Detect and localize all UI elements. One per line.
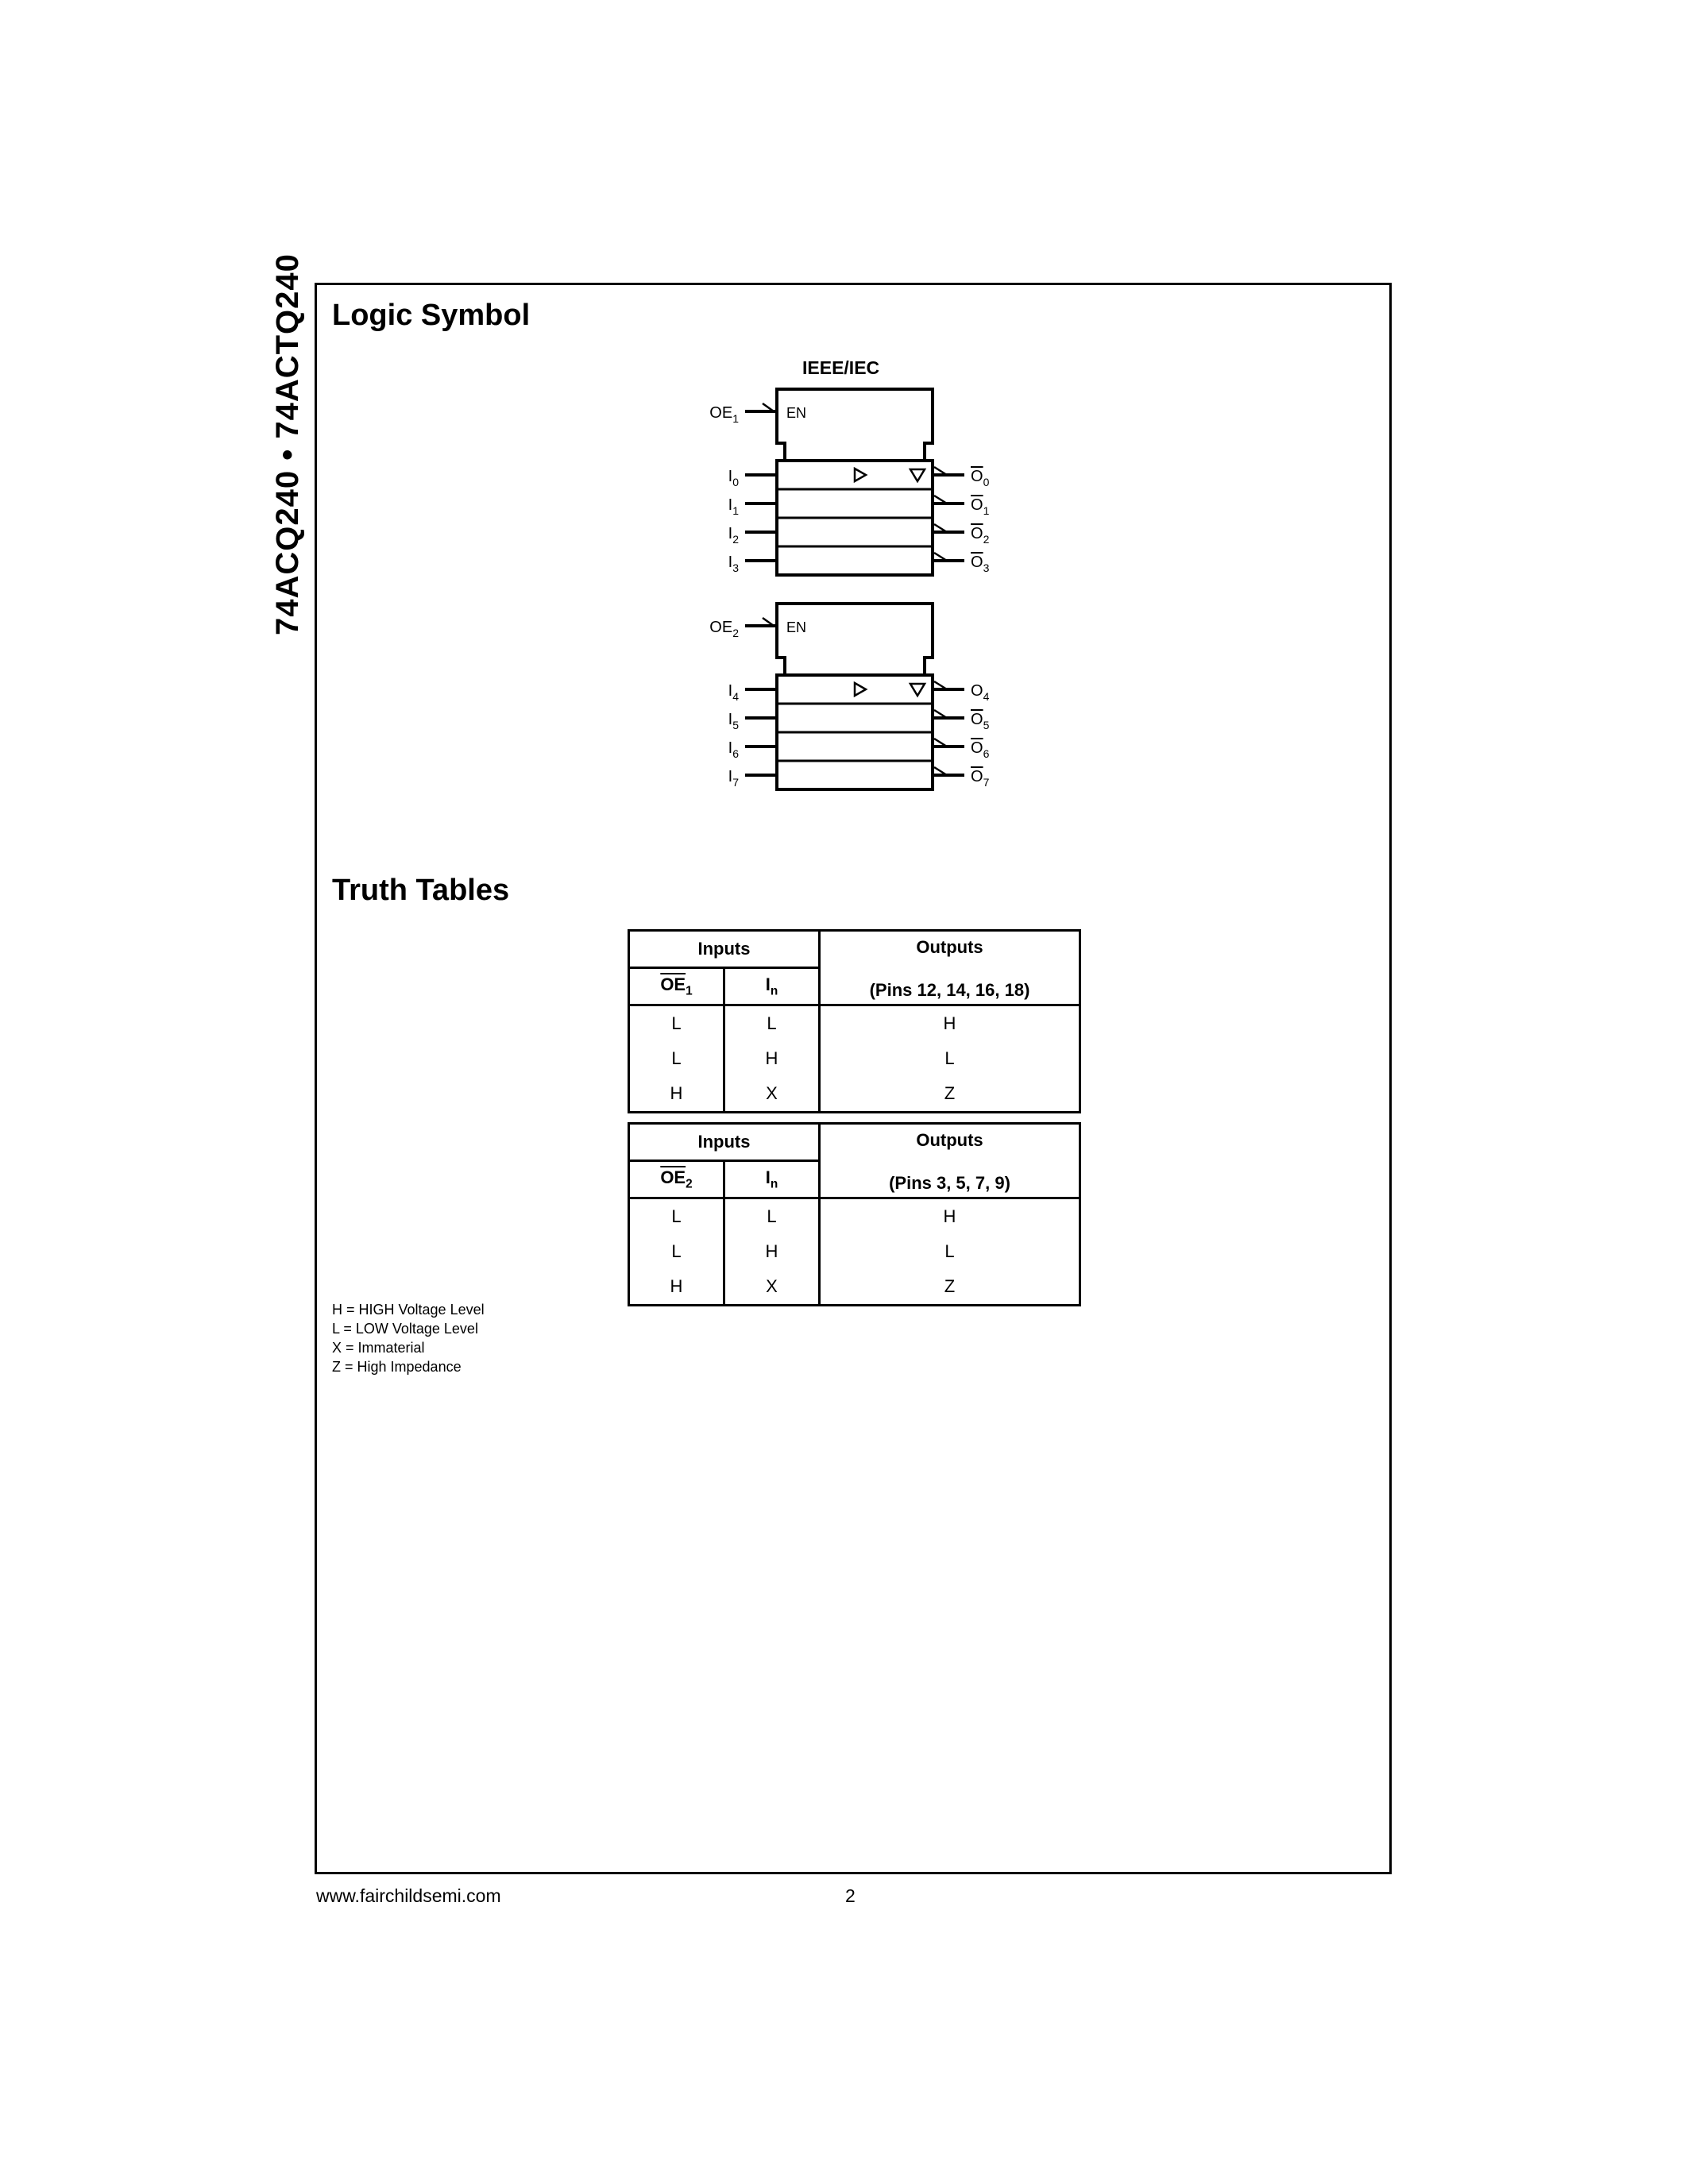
buffer-block-2 xyxy=(709,604,989,789)
outputs-header: Outputs xyxy=(916,936,983,957)
output-value: Z xyxy=(820,1269,1080,1306)
en-label: EN xyxy=(786,405,807,421)
inputs-header: Inputs xyxy=(629,1124,820,1161)
logic-symbol-heading: Logic Symbol xyxy=(332,299,531,332)
control-block xyxy=(777,389,933,461)
input-label: $I_3$ xyxy=(728,554,739,574)
output-label: $O_6$ xyxy=(971,739,990,760)
buffer-symbol xyxy=(855,469,866,481)
in-label: I xyxy=(765,1167,771,1187)
output-label: $O_5$ xyxy=(971,711,990,731)
pins-label: (Pins 12, 14, 16, 18) xyxy=(869,979,1030,1000)
outputs-header-cell xyxy=(820,1124,1080,1198)
three-state-symbol xyxy=(910,469,925,481)
ieee-iec-label: IEEE/IEC xyxy=(802,357,880,378)
truth-table-2 xyxy=(628,1122,1081,1306)
in-sub: n xyxy=(770,1177,778,1191)
in-column-header xyxy=(724,1161,820,1198)
input-label: $I_0$ xyxy=(728,468,739,488)
footer-url[interactable]: www.fairchildsemi.com xyxy=(316,1885,501,1906)
oe-sub: 2 xyxy=(686,1177,693,1191)
pins-label: (Pins 3, 5, 7, 9) xyxy=(889,1172,1010,1193)
in-value: L xyxy=(724,1005,820,1042)
oe-label: $\overline{OE}$ xyxy=(660,1167,686,1187)
oe-sub: 1 xyxy=(686,984,693,998)
in-value: H xyxy=(724,1234,820,1269)
in-sub: n xyxy=(770,984,778,998)
side-title: 74ACQ240 • 74ACTQ240 xyxy=(270,253,305,635)
output-value: L xyxy=(820,1234,1080,1269)
in-value: L xyxy=(724,1198,820,1235)
output-value: L xyxy=(820,1041,1080,1076)
output-label: $O_3$ xyxy=(971,554,990,574)
output-label: $O_7$ xyxy=(971,768,990,789)
input-label: $I_2$ xyxy=(728,525,739,546)
three-state-symbol xyxy=(910,684,925,696)
control-block xyxy=(777,604,933,675)
enable-label: $OE_2$ xyxy=(709,619,739,639)
oe-column-header xyxy=(629,968,724,1005)
in-value: X xyxy=(724,1269,820,1306)
output-label: $O_2$ xyxy=(971,525,990,546)
output-value: Z xyxy=(820,1076,1080,1113)
inputs-header: Inputs xyxy=(629,931,820,968)
in-label: I xyxy=(765,974,771,994)
outputs-header-cell xyxy=(820,931,1080,1005)
table-row xyxy=(629,1234,1080,1269)
in-value: H xyxy=(724,1041,820,1076)
oe-label: $\overline{OE}$ xyxy=(660,974,686,994)
table-row xyxy=(629,1005,1080,1042)
table-row xyxy=(629,1076,1080,1113)
outputs-header: Outputs xyxy=(916,1129,983,1150)
oe-column-header xyxy=(629,1161,724,1198)
enable-label: $OE_1$ xyxy=(709,404,739,425)
oe-value: L xyxy=(629,1005,724,1042)
input-label: $I_6$ xyxy=(728,739,739,760)
in-value: X xyxy=(724,1076,820,1113)
oe-value: H xyxy=(629,1076,724,1113)
buffer-block-1 xyxy=(709,389,989,575)
output-label: $O_0$ xyxy=(971,468,990,488)
legend xyxy=(332,1300,485,1376)
legend-item: Z = High Impedance xyxy=(332,1359,462,1375)
truth-tables-heading: Truth Tables xyxy=(332,874,510,907)
buffer-symbol xyxy=(855,683,866,696)
input-label: $I_7$ xyxy=(728,768,739,789)
oe-value: L xyxy=(629,1234,724,1269)
en-label: EN xyxy=(786,619,807,635)
truth-table-1 xyxy=(628,929,1081,1113)
legend-item: H = HIGH Voltage Level xyxy=(332,1302,485,1318)
oe-value: L xyxy=(629,1198,724,1235)
table-row xyxy=(629,1041,1080,1076)
in-column-header xyxy=(724,968,820,1005)
input-label: $I_4$ xyxy=(728,682,739,703)
input-label: $I_5$ xyxy=(728,711,739,731)
output-value: H xyxy=(820,1005,1080,1042)
logic-symbol-diagram xyxy=(691,373,1025,818)
oe-value: H xyxy=(629,1269,724,1306)
oe-value: L xyxy=(629,1041,724,1076)
input-label: $I_1$ xyxy=(728,496,739,517)
output-label: $O_4$ xyxy=(971,682,990,703)
table-row xyxy=(629,1269,1080,1306)
page-number: 2 xyxy=(845,1885,856,1906)
legend-item: X = Immaterial xyxy=(332,1340,425,1356)
legend-item: L = LOW Voltage Level xyxy=(332,1321,478,1337)
output-value: H xyxy=(820,1198,1080,1235)
output-label: $O_1$ xyxy=(971,496,990,517)
table-row xyxy=(629,1198,1080,1235)
